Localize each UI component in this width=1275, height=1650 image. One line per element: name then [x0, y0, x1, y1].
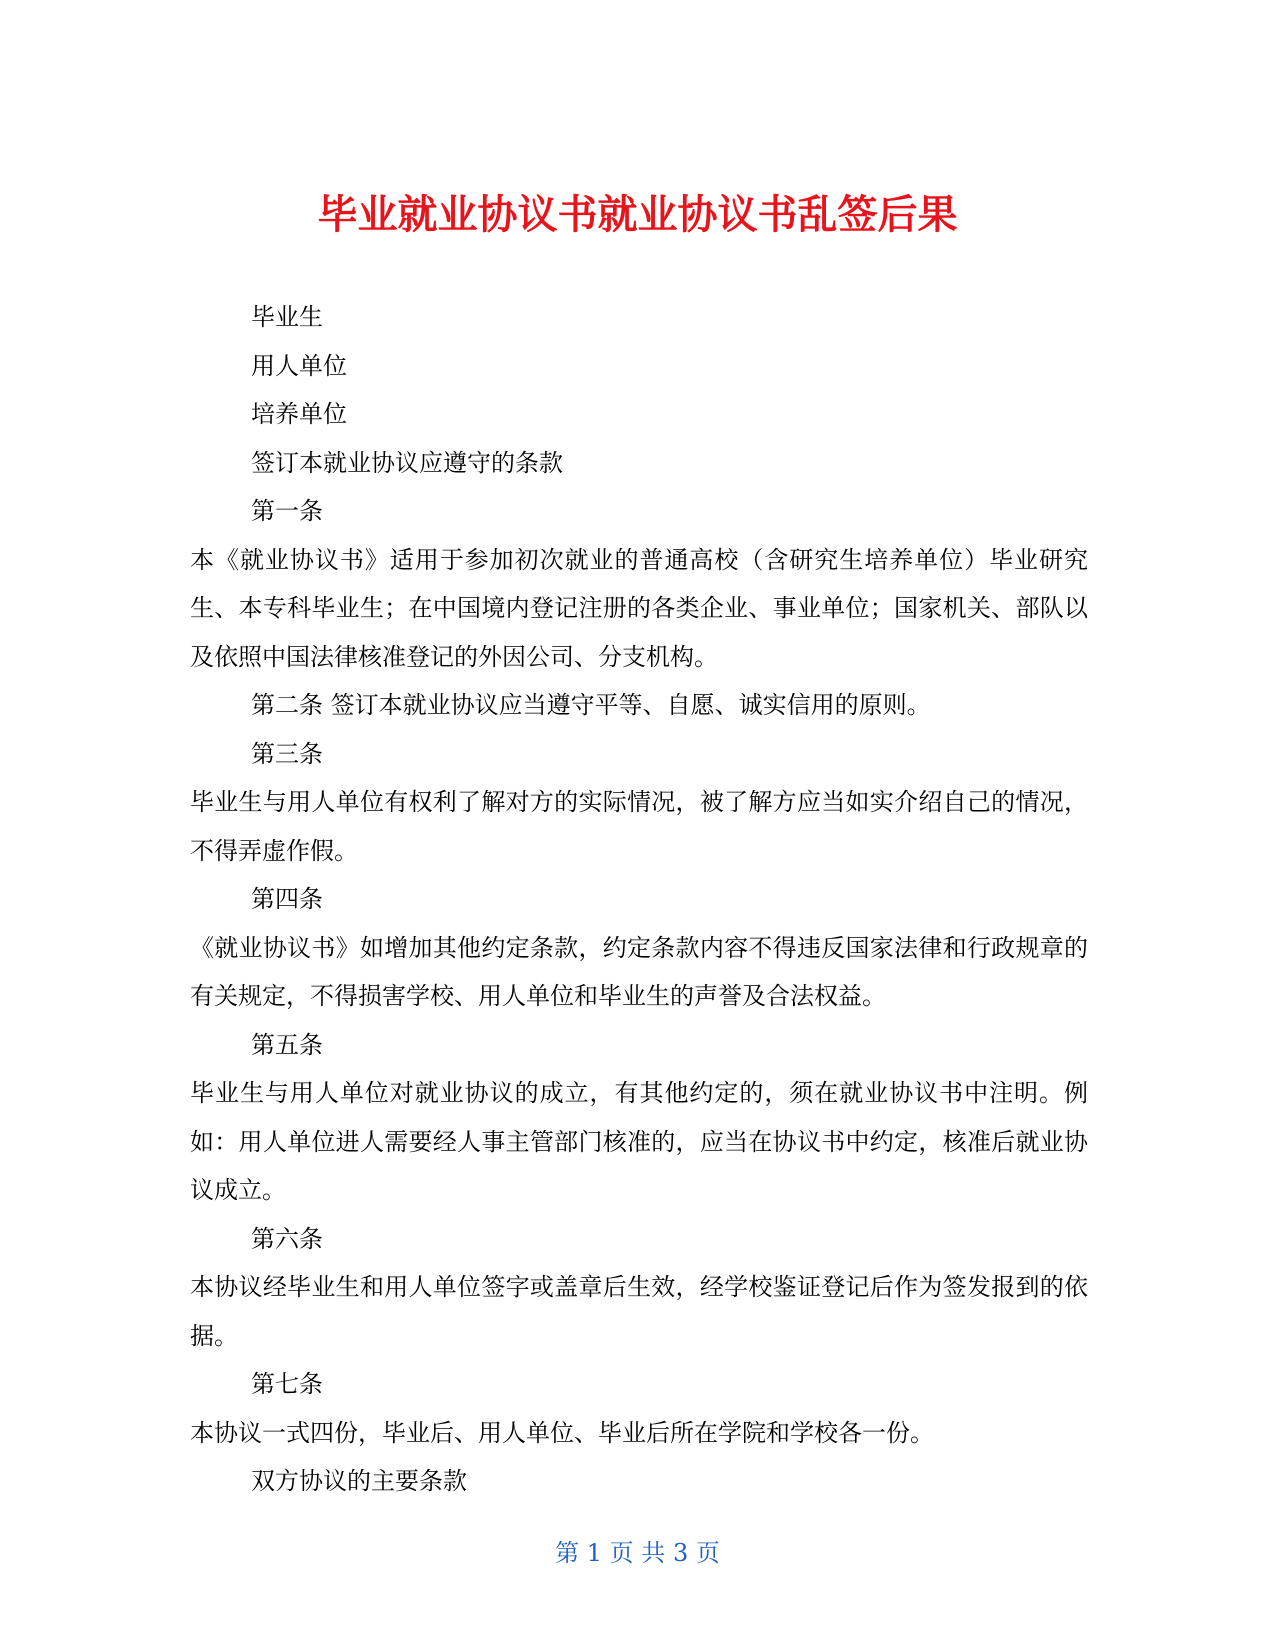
paragraph: 本《就业协议书》适用于参加初次就业的普通高校（含研究生培养单位）毕业研究生、本专科毕业生；在中国境内登记注册的各类企业、事业单位；国家机关、部队以及依照中国法律核准登记的外因公司、分支机构。: [190, 545, 1088, 671]
document-title: 毕业就业协议书就业协议书乱签后果: [317, 191, 958, 238]
page-footer: [0, 1538, 1275, 1568]
page-number: 第 1 页 共 3 页: [555, 1539, 720, 1567]
article-heading: 第一条: [251, 497, 323, 525]
section-heading: 双方协议的主要条款: [251, 1467, 467, 1495]
paragraph: 毕业生与用人单位有权利了解对方的实际情况，被了解方应当如实介绍自己的情况，不得弄虚作假。: [190, 788, 1088, 865]
paragraph: 本协议经毕业生和用人单位签字或盖章后生效，经学校鉴证登记后作为签发报到的依据。: [190, 1273, 1088, 1350]
paragraph: 《就业协议书》如增加其他约定条款，约定条款内容不得违反国家法律和行政规章的有关规定，不得损害学校、用人单位和毕业生的声誉及合法权益。: [190, 933, 1088, 1010]
article-heading: 第四条: [251, 885, 323, 913]
paragraph: 本协议一式四份，毕业后、用人单位、毕业后所在学院和学校各一份。: [190, 1418, 934, 1447]
article-heading: 第三条: [251, 739, 323, 768]
article-heading: 第六条: [251, 1224, 323, 1253]
paragraph: 用人单位: [251, 351, 347, 380]
article-heading: 第二条 签订本就业协议应当遵守平等、自愿、诚实信用的原则。: [251, 691, 931, 719]
paragraph: 毕业生与用人单位对就业协议的成立，有其他约定的，须在就业协议书中注明。例如：用人单位进人需要经人事主管部门核准的，应当在协议书中约定，核准后就业协议成立。: [190, 1079, 1088, 1204]
paragraph: 培养单位: [251, 400, 347, 428]
paragraph: 毕业生: [251, 303, 323, 331]
article-heading: 第五条: [251, 1030, 323, 1059]
article-heading: 第七条: [251, 1370, 323, 1398]
document-body: [190, 293, 1088, 1506]
paragraph: 签订本就业协议应遵守的条款: [251, 448, 563, 477]
